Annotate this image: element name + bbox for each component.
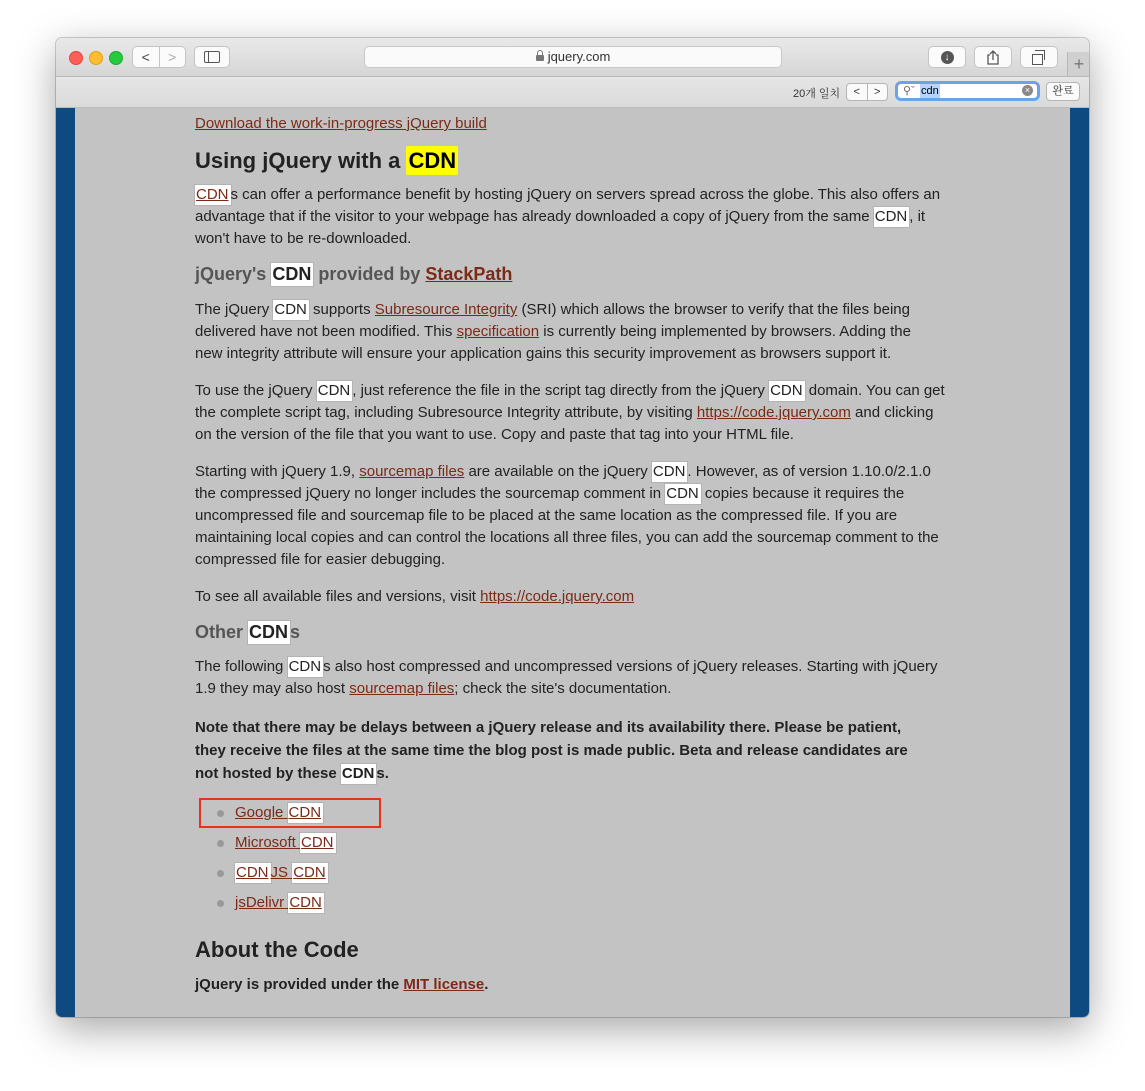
text: , it won't have to be re-downloaded. [195, 208, 926, 247]
download-arrow-icon: ↓ [941, 51, 954, 64]
back-button[interactable]: < [133, 47, 160, 67]
text: s can offer a performance benefit by hosting jQuery on servers spread across the globe. This also offers an advantage that if the visitor to your webpage has already downloaded a copy of jQuery from the same [195, 186, 941, 225]
text: . However, as of version 1.10.0/2.1.0 the compressed jQuery no longer includes the sourcemap comment in [195, 463, 931, 502]
find-match: CDN [274, 301, 307, 318]
use-cdn-paragraph [195, 380, 950, 446]
google-cdn-link[interactable] [235, 803, 323, 823]
text: The following [195, 658, 288, 675]
forward-button[interactable]: > [168, 49, 177, 65]
stackpath-link[interactable]: StackPath [425, 264, 513, 284]
mit-license-link[interactable]: MIT license [403, 976, 485, 993]
back-forward-group [132, 46, 186, 68]
text: jQuery is provided under the [195, 976, 404, 993]
find-match: CDN [196, 186, 229, 203]
list-item-jsdelivr [215, 888, 336, 918]
heading-text: Using jQuery with a [195, 148, 407, 173]
text: are available on the jQuery [464, 463, 652, 480]
sri-link[interactable]: Subresource Integrity [374, 301, 518, 318]
find-match: CDN [236, 864, 269, 881]
following-paragraph [195, 656, 950, 700]
find-bar [56, 77, 1089, 108]
find-nav-group [846, 83, 888, 101]
code-jquery-link[interactable]: https://code.jquery.com [696, 404, 851, 421]
share-icon [987, 50, 999, 65]
heading-about-code: About the Code [195, 937, 359, 962]
current-find-match: CDN [408, 148, 457, 173]
text: is currently being implemented by browsers. Adding the new integrity attribute will ensure your application gains this security improvement as browsers support it. [195, 323, 911, 362]
find-match-count: 20개 일치 [793, 88, 841, 100]
sri-paragraph [195, 299, 935, 365]
text: and clicking on the version of the file that you want to use. Copy and paste that tag into your HTML file. [195, 404, 934, 443]
address-bar[interactable] [364, 46, 782, 68]
delay-note [195, 716, 935, 785]
find-match: CDN [293, 864, 326, 881]
tabs-icon [1032, 54, 1043, 65]
close-window-button[interactable] [69, 51, 83, 65]
text: . [484, 976, 489, 993]
text: To use the jQuery [195, 382, 317, 399]
heading-other-cdns [195, 619, 300, 645]
text: ; check the site's documentation. [454, 680, 672, 697]
find-match: CDN [289, 894, 322, 911]
page-left-border [56, 108, 75, 1017]
new-tab-button[interactable]: + [1067, 52, 1089, 76]
text: jQuery's [195, 264, 272, 284]
find-match: CDN [341, 765, 375, 782]
page-viewport[interactable] [56, 108, 1089, 1017]
text: JS [270, 864, 289, 881]
text: Microsoft [235, 834, 296, 851]
page-right-border [1070, 108, 1089, 1017]
lock-icon [536, 55, 544, 61]
specification-link[interactable]: specification [456, 323, 540, 340]
visit-paragraph [195, 586, 634, 608]
heading-stackpath [195, 261, 512, 287]
text: provided by [313, 264, 426, 284]
find-match: CDN [272, 264, 312, 284]
cdn-link[interactable] [195, 185, 231, 205]
find-match: CDN [288, 804, 322, 821]
text: supports [308, 301, 375, 318]
downloads-button[interactable] [928, 46, 966, 68]
minimize-window-button[interactable] [89, 51, 103, 65]
text: s [290, 622, 301, 642]
find-match: CDN [874, 208, 908, 225]
list-item-microsoft [215, 828, 336, 858]
text: Other [195, 622, 249, 642]
text: copies because it requires the uncompressed file and sourcemap file to be placed at the same location as the compressed file. If you are maintaining local copies and can control the locations all three files, you can add the sourcemap comment to the compressed file for easier debugging. [195, 485, 939, 568]
list-item-google [215, 798, 336, 828]
tab-overview-button[interactable] [1020, 46, 1058, 68]
text: Note that there may be delays between a jQuery release and its availability there. Please be patient, they receive the files at the same time the blog post is made public. Beta and release candidates are not hosted by these [195, 719, 908, 782]
cdnjs-cdn-link[interactable] [235, 863, 328, 883]
text: s. [376, 765, 389, 782]
clear-search-icon[interactable]: × [1022, 85, 1033, 96]
text: , just reference the file in the script tag directly from the jQuery [352, 382, 770, 399]
jsdelivr-cdn-link[interactable] [235, 893, 324, 913]
microsoft-cdn-link[interactable] [235, 833, 336, 853]
zoom-window-button[interactable] [109, 51, 123, 65]
find-next-button[interactable]: > [874, 86, 881, 98]
text: Starting with jQuery 1.9, [195, 463, 360, 480]
heading-using-cdn [195, 146, 458, 176]
find-match: CDN [249, 622, 289, 642]
text: jsDelivr [235, 894, 285, 911]
text: (SRI) which allows the browser to verify that the files being delivered have not been modified. This [195, 301, 910, 340]
cdn-intro-paragraph [195, 184, 955, 250]
find-query-text: cdn [921, 85, 939, 97]
code-jquery-link-2[interactable]: https://code.jquery.com [480, 588, 635, 605]
share-button[interactable] [974, 46, 1012, 68]
text: To see all available files and versions, visit [195, 588, 481, 605]
list-item-cdnjs [215, 858, 336, 888]
search-icon: ⚲ˇ [903, 85, 915, 97]
find-match: CDN [770, 382, 803, 399]
cdn-list [195, 798, 336, 918]
text: The jQuery [195, 301, 274, 318]
find-match: CDN [652, 463, 686, 480]
find-match: CDN [317, 382, 351, 399]
text: domain. You can get the complete script tag, including Subresource Integrity attribute, by visiting [195, 382, 945, 421]
find-done-button[interactable]: 완료 [1046, 82, 1080, 101]
sourcemap-paragraph [195, 461, 955, 571]
text: Google [235, 804, 284, 821]
sourcemap-link-2[interactable]: sourcemap files [349, 680, 455, 697]
browser-toolbar [56, 38, 1089, 77]
find-previous-button[interactable]: < [847, 84, 868, 100]
sourcemap-link[interactable]: sourcemap files [359, 463, 465, 480]
license-paragraph [195, 974, 488, 996]
sidebar-icon [204, 51, 220, 63]
address-url: jquery.com [547, 49, 611, 64]
find-match: CDN [301, 834, 334, 851]
sidebar-toggle-button[interactable] [194, 46, 230, 68]
find-match: CDN [666, 485, 699, 502]
download-wip-link[interactable]: Download the work-in-progress jQuery build [195, 115, 487, 132]
find-input[interactable] [895, 81, 1040, 101]
text: s also host compressed and uncompressed versions of jQuery releases. Starting with jQuery 1.9 they may also host [195, 658, 938, 697]
find-match: CDN [288, 658, 322, 675]
browser-window [56, 38, 1089, 1017]
